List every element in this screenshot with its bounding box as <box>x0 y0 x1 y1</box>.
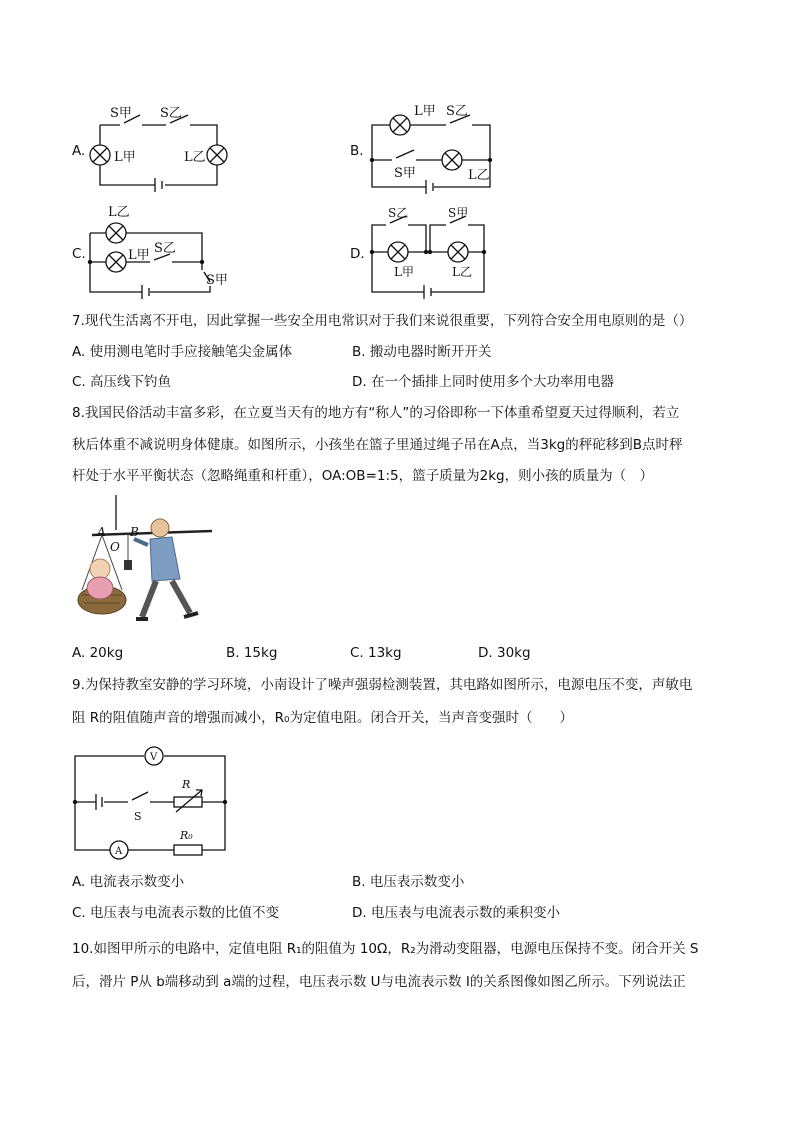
q8-stem-line2: 秋后体重不减说明身体健康。如图所示，小孩坐在篮子里通过绳子吊在A点，当3kg的秤砣移到B点时秤 <box>72 437 683 453</box>
q9-option-a: A. 电流表示数变小 <box>72 874 185 890</box>
q8-stem-line1: 8.我国民俗活动丰富多彩，在立夏当天有的地方有“称人”的习俗即称一下体重希望夏天过得顺利，若立 <box>72 405 680 421</box>
circuit-a-s-jia-label: S甲 <box>110 106 132 121</box>
q7-option-b: B. 搬动电器时断开开关 <box>352 344 492 360</box>
resistor-r0-label: R₀ <box>180 829 193 842</box>
q7-option-c: C. 高压线下钓鱼 <box>72 374 172 390</box>
ammeter-label: A <box>115 846 123 857</box>
circuit-d-s-yi-label: S乙 <box>388 206 409 220</box>
switch-label: S <box>134 810 142 823</box>
resistor-r-label: R <box>182 778 191 791</box>
circuit-c-s-yi-label: S乙 <box>154 241 176 256</box>
circuit-a-s-yi-label: S乙 <box>160 106 182 121</box>
option-b-label: B. <box>350 143 364 159</box>
point-b-label: B <box>130 525 139 539</box>
q9-option-d: D. 电压表与电流表示数的乘积变小 <box>352 905 560 921</box>
q10-stem-line1: 10.如图甲所示的电路中，定值电阻 R₁的阻值为 10Ω，R₂为滑动变阻器，电源电压保持不变。闭合开关 S <box>72 941 699 957</box>
circuit-a-diagram <box>80 95 230 200</box>
q8-option-a: A. 20kg <box>72 645 124 661</box>
circuit-a-l-jia-label: L甲 <box>114 150 136 165</box>
q9-option-b: B. 电压表示数变小 <box>352 874 465 890</box>
q8-option-d: D. 30kg <box>478 645 531 661</box>
point-o-label: O <box>110 540 120 554</box>
option-c-label: C. <box>72 246 86 262</box>
q8-option-b: B. 15kg <box>226 645 278 661</box>
q10-stem-line2: 后，滑片 P从 b端移动到 a端的过程，电压表示数 U与电流表示数 I的关系图像如图乙所示。下列说法正 <box>72 974 686 990</box>
option-d-label: D. <box>350 246 365 262</box>
circuit-c-s-jia-label: S甲 <box>206 273 228 288</box>
point-a-label: A <box>97 525 106 539</box>
q7-option-a: A. 使用测电笔时手应接触笔尖金属体 <box>72 344 293 360</box>
q8-option-c: C. 13kg <box>350 645 402 661</box>
circuit-b-s-yi-label: S乙 <box>446 104 468 119</box>
q7-stem: 7.现代生活离不开电，因此掌握一些安全用电常识对于我们来说很重要，下列符合安全用电原则的是（） <box>72 313 693 329</box>
circuit-d-diagram <box>366 200 506 300</box>
circuit-b-l-jia-label: L甲 <box>414 104 436 119</box>
voltmeter-label: V <box>150 752 158 763</box>
q9-stem-line1: 9.为保持教室安静的学习环境，小南设计了噪声强弱检测装置，其电路如图所示，电源电压不变，声敏电 <box>72 677 693 693</box>
noise-detector-circuit <box>70 742 235 862</box>
q7-option-d: D. 在一个插排上同时使用多个大功率用电器 <box>352 374 614 390</box>
circuit-b-diagram <box>366 95 506 200</box>
circuit-c-diagram <box>80 200 240 300</box>
q8-stem-line3: 杆处于水平平衡状态（忽略绳重和杆重），OA:OB=1:5，篮子质量为2kg，则小孩的质量为（ ） <box>72 468 654 484</box>
option-a-label: A. <box>72 143 86 159</box>
circuit-c-l-yi-label: L乙 <box>108 205 130 220</box>
circuit-d-l-yi-label: L乙 <box>452 265 472 279</box>
circuit-d-l-jia-label: L甲 <box>394 265 414 279</box>
circuit-b-l-yi-label: L乙 <box>468 168 490 183</box>
circuit-b-s-jia-label: S甲 <box>394 166 416 181</box>
circuit-a-l-yi-label: L乙 <box>184 150 206 165</box>
circuit-d-s-jia-label: S甲 <box>448 206 469 220</box>
circuit-c-l-jia-label: L甲 <box>128 248 150 263</box>
q9-stem-line2: 阻 R的阻值随声音的增强而减小，R₀为定值电阻。闭合开关，当声音变强时（ ） <box>72 710 573 726</box>
q9-option-c: C. 电压表与电流表示数的比值不变 <box>72 905 280 921</box>
steelyard-illustration <box>72 495 222 635</box>
